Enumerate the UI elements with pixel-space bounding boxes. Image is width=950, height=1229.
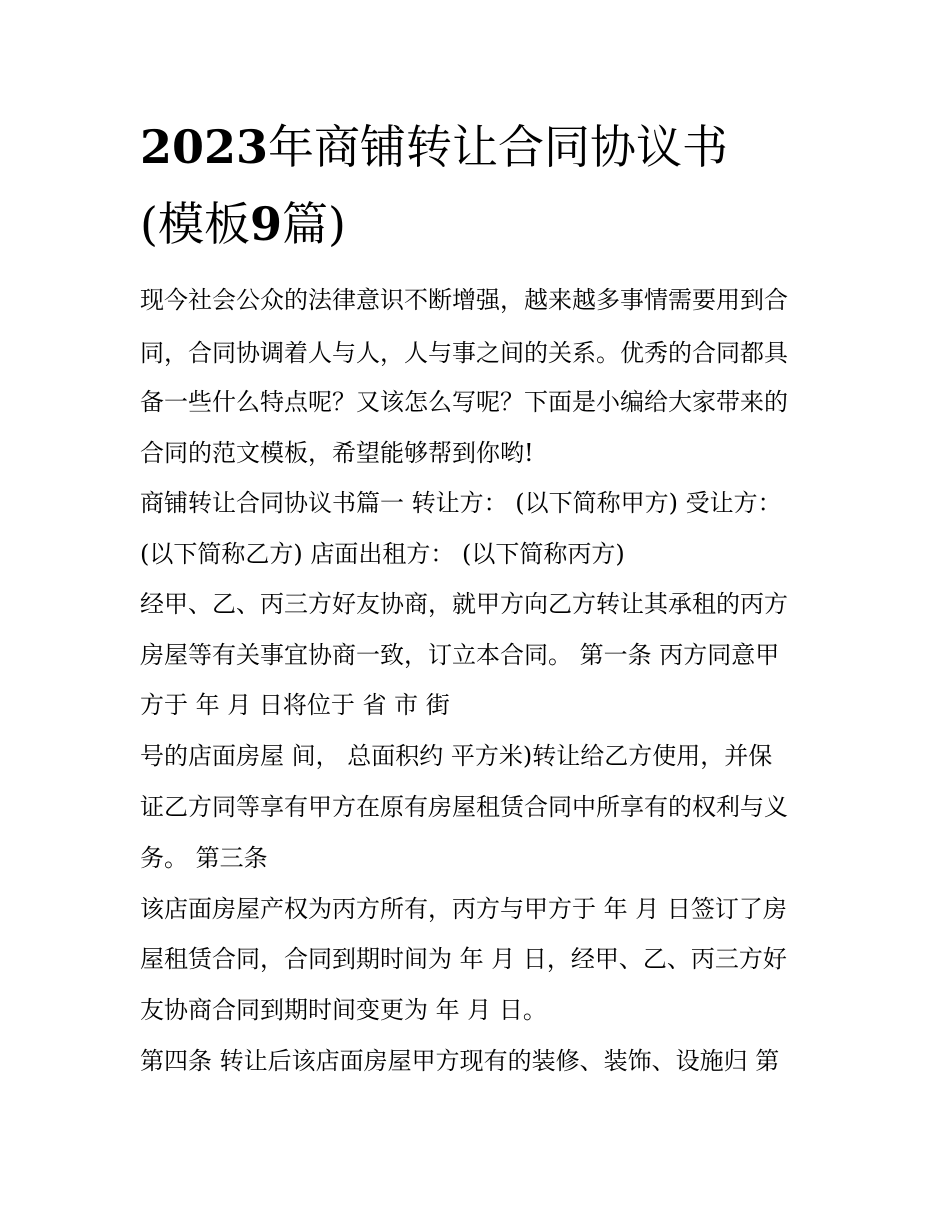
- body-line: 经甲、乙、丙三方好友协商，就甲方向乙方转让其承租的丙方: [140, 590, 788, 618]
- body-line: 屋租赁合同，合同到期时间为 年 月 日，经甲、乙、丙三方好: [140, 945, 787, 973]
- body-line: 合同的范文模板，希望能够帮到你哟!: [140, 439, 534, 467]
- body-line: 第四条 转让后该店面房屋甲方现有的装修、装饰、设施归 第: [140, 1047, 780, 1075]
- body-line: 友协商合同到期时间变更为 年 月 日。: [140, 996, 547, 1024]
- body-line: 备一些什么特点呢？又该怎么写呢？下面是小编给大家带来的: [140, 388, 788, 416]
- body-line: 方于 年 月 日将位于 省 市 街: [140, 691, 450, 719]
- body-line: 同，合同协调着人与人，人与事之间的关系。优秀的合同都具: [140, 339, 788, 367]
- body-line: 房屋等有关事宜协商一致，订立本合同。 第一条 丙方同意甲: [140, 641, 780, 669]
- title-paren-open: (模板: [140, 197, 250, 251]
- body-line: 号的店面房屋 间， 总面积约 平方米)转让给乙方使用，并保: [140, 742, 773, 770]
- title-count: 9: [249, 197, 282, 251]
- document-title-line-2: [140, 186, 840, 263]
- title-paren-close: 篇): [281, 197, 346, 251]
- document-title-line-1: [140, 109, 840, 186]
- body-line: 商铺转让合同协议书篇一 转让方： (以下简称甲方) 受让方：: [140, 489, 782, 517]
- title-text: 年商铺转让合同协议书: [268, 120, 729, 174]
- body-line: 务。 第三条: [140, 844, 268, 872]
- body-line: 该店面房屋产权为丙方所有，丙方与甲方于 年 月 日签订了房: [140, 895, 787, 923]
- body-line: (以下简称乙方) 店面出租方： (以下简称丙方): [140, 540, 625, 568]
- body-line: 证乙方同等享有甲方在原有房屋租赁合同中所享有的权利与义: [140, 793, 788, 821]
- body-line: 现今社会公众的法律意识不断增强，越来越多事情需要用到合: [140, 286, 788, 314]
- title-year: 2023: [140, 120, 269, 174]
